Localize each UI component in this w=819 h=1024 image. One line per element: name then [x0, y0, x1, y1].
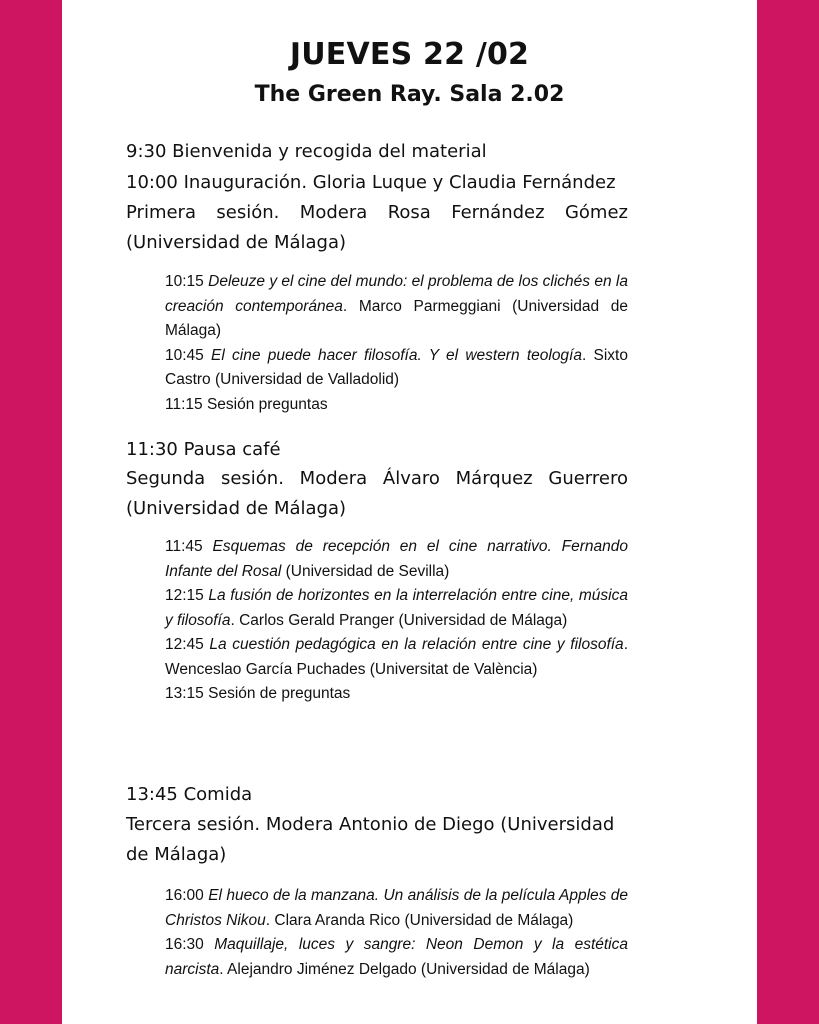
talk-title: La cuestión pedagógica en la relación entre cine y filosofía [209, 636, 624, 653]
session3-heading: Tercera sesión. Modera Antonio de Diego (Universidad de Málaga) [126, 814, 615, 865]
talk-item [165, 933, 628, 982]
talk-title: Esquemas de recepción en el cine narrativo. Fernando Infante del Rosal [165, 538, 628, 580]
talk-item [165, 584, 628, 633]
session1-talks [165, 270, 628, 417]
talk-speaker: . Carlos Gerald Pranger (Universidad de Málaga) [230, 611, 568, 629]
talk-item [165, 344, 628, 393]
session1-heading: Primera sesión. Modera Rosa Fernández Gómez (Universidad de Málaga) [126, 202, 628, 253]
talk-time: 13:15 [165, 685, 204, 702]
coffee-break: 11:30 Pausa café [126, 439, 281, 460]
talk-time: 12:15 [165, 587, 204, 604]
talk-time: 11:15 [165, 395, 203, 413]
talk-time: 16:00 [165, 887, 204, 904]
talk-speaker: . Alejandro Jiménez Delgado (Universidad de Málaga) [219, 960, 590, 978]
talk-speaker: . Wenceslao García Puchades (Universitat de València) [165, 636, 628, 678]
talk-title: El hueco de la manzana. Un análisis de la película Apples de Christos Nikou [165, 887, 628, 929]
talk-item [165, 270, 628, 344]
day-title: JUEVES 22 /02 [289, 37, 530, 72]
welcome-item: 9:30 Bienvenida y recogida del material [126, 141, 487, 162]
talk-speaker: . Marco Parmeggiani (Universidad de Málaga) [165, 297, 628, 339]
venue-subtitle: The Green Ray. Sala 2.02 [254, 82, 565, 107]
talk-speaker: . Clara Aranda Rico (Universidad de Málaga) [265, 911, 574, 929]
talk-time: 11:45 [165, 538, 203, 555]
talk-item [165, 884, 628, 933]
session3-talks [165, 884, 628, 982]
talk-title: El cine puede hacer filosofía. Y el western teología [211, 346, 582, 364]
talk-time: 10:15 [165, 273, 204, 290]
talk-title: Maquillaje, luces y sangre: Neon Demon y la estética narcista [165, 936, 628, 978]
program-page [62, 0, 757, 1024]
talk-time: 16:30 [165, 936, 204, 953]
talk-speaker: . Sixto Castro (Universidad de Valladolid) [165, 346, 628, 388]
session2-talks [165, 535, 628, 707]
session2-heading: Segunda sesión. Modera Álvaro Márquez Guerrero (Universidad de Málaga) [126, 468, 628, 519]
talk-time: 10:45 [165, 346, 204, 364]
talk-speaker: Sesión preguntas [206, 395, 328, 413]
talk-speaker: Sesión de preguntas [208, 685, 351, 702]
opening-item: 10:00 Inauguración. Gloria Luque y Claudia Fernández [126, 172, 616, 193]
talk-item [165, 633, 628, 682]
talk-speaker: (Universidad de Sevilla) [281, 562, 450, 580]
lunch-break: 13:45 Comida [126, 784, 253, 805]
talk-item [165, 535, 628, 584]
talk-title: La fusión de horizontes en la interrelación entre cine, música y filosofía [165, 587, 628, 629]
talk-item [165, 393, 628, 418]
talk-item [165, 682, 628, 707]
talk-title: Deleuze y el cine del mundo: el problema de los clichés en la creación contemporánea [165, 273, 628, 315]
talk-time: 12:45 [165, 636, 204, 653]
